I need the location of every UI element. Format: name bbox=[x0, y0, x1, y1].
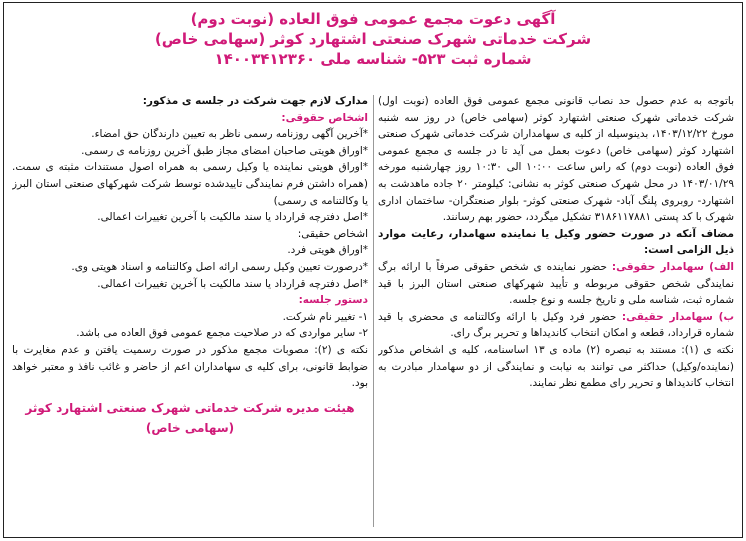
legal-doc-item: *اصل دفترچه قرارداد یا سند مالکیت با آخرین تغییرات اعمالی. bbox=[97, 211, 368, 224]
natural-shareholder-label: ب) سهامدار حقیقی: bbox=[621, 310, 734, 323]
intro-paragraph: باتوجه به عدم حصول حد نصاب قانونی مجمع عمومی فوق العاده (نوبت اول) شرکت خدماتی شهرک صنعتی اشتهارد کوثر (سهامی خاص) در روز سه شنبه مورخ ۱۴۰۳/۱۲/۲۲، بدینوسیله از کلیه ی سهامداران شرکت خدماتی شهرک صنعتی اشتهارد کوثر (سهامی خاص) دعوت بعمل می آید تا در جلسه ی مجمع عمومی فوق العاده (نوبت دوم) که راس ساعت ۱۰:۰۰ الی ۱۰:۳۰ روز چهارشنبه مورخه ۱۴۰۳/۰۱/۲۹ در محل شهرک صنعتی کوثر به نشانی: کیلومتر ۲۰ جاده ماهدشت به اشتهارد- روبروی پلنگ آباد- شهرک صنعتی کوثر- بلوار صنعتگران- ساختمان اداری شهرک با کد پستی ۳۱۸۶۱۱۷۸۸۱ تشکیل میگردد، حضور بهم رسانند. bbox=[378, 95, 734, 224]
left-column bbox=[12, 93, 368, 531]
legal-shareholder-paragraph bbox=[378, 259, 734, 309]
company-name: شرکت خدماتی شهرک صنعتی اشتهارد کوثر (سهامی خاص) bbox=[154, 30, 592, 48]
natural-doc-item: *اوراق هویتی فرد. bbox=[287, 244, 368, 257]
note-2: نکته ی (۲): مصوبات مجمع مذکور در صورت رسمیت یافتن و عدم مغایرت با ضوابط قانونی، برای کلیه ی سهامداران اعم از حاضر و غائب نافذ و معتبر خواهد بود. bbox=[12, 343, 368, 390]
signature-line-1: هیئت مدیره شرکت خدماتی شهرک صنعتی اشتهارد کوثر bbox=[25, 400, 355, 415]
registration-info: شماره ثبت ۵۲۳- شناسه ملی ۱۴۰۰۳۴۱۲۳۶۰ bbox=[214, 50, 532, 68]
agenda-heading: دستور جلسه: bbox=[298, 294, 368, 307]
natural-persons-heading: اشخاص حقیقی: bbox=[297, 227, 368, 240]
agenda-item: ۲- سایر مواردی که در صلاحیت مجمع عمومی فوق العاده می باشد. bbox=[76, 327, 368, 340]
agenda-item: ۱- تغییر نام شرکت. bbox=[282, 310, 368, 323]
legal-doc-item: *آخرین آگهی روزنامه رسمی ناظر به تعیین دارندگان حق امضاء. bbox=[91, 128, 368, 141]
legal-doc-item: *اوراق هویتی صاحبان امضای مجاز طبق آخرین روزنامه ی رسمی. bbox=[81, 144, 368, 157]
right-column bbox=[378, 93, 734, 531]
legal-shareholder-text: حضور نماینده ی شخص حقوقی صرفاً با ارائه برگ نمایندگی شخص حقوقی مربوطه و تأیید شهرکهای صنعتی استان البرز با قید شماره ثبت، شناسه ملی و تاریخ جلسه و نوع جلسه. bbox=[378, 260, 734, 307]
natural-shareholder-text: حضور فرد وکیل با ارائه وکالتنامه ی محضری با قید شماره قرارداد، قطعه و امکان انتخاب کاندیداها و تحریر برگ رای. bbox=[378, 310, 734, 340]
notice-header bbox=[4, 9, 742, 89]
legal-doc-item: *اوراق هویتی نماینده یا وکیل رسمی به همراه اصول مستندات مثبته ی سمت. (همراه داشتن فرم نمایندگی تاییدشده توسط شرکت شهرکهای صنعتی استان البرز یا وکالتنامه ی رسمی) bbox=[12, 161, 368, 207]
natural-shareholder-paragraph bbox=[378, 309, 734, 342]
natural-doc-item: *اصل دفترچه قرارداد یا سند مالکیت با آخرین تغییرات اعمالی. bbox=[97, 277, 368, 290]
legal-persons-heading: اشخاص حقوقی: bbox=[281, 111, 368, 124]
legal-shareholder-label: الف) سهامدار حقوقی: bbox=[611, 260, 734, 273]
natural-doc-item: *درصورت تعیین وکیل رسمی ارائه اصل وکالتنامه و اسناد هویتی وی. bbox=[71, 260, 368, 273]
notice-heading: مضاف آنکه در صورت حضور وکیل یا نماینده سهامدار، رعایت موارد ذیل الزامی است: bbox=[378, 227, 734, 257]
notice-page bbox=[3, 2, 743, 538]
notice-title: آگهی دعوت مجمع عمومی فوق العاده (نوبت دوم) bbox=[190, 10, 556, 28]
note-1: نکته ی (۱): مستند به تبصره (۲) ماده ی ۱۳ اساسنامه، کلیه ی اشخاص مذکور (نماینده/وکیل) حداکثر می توانند به نیابت و نمایندگی از دو سهامدار مبادرت به انتخاب کاندیداها و تحریر رای مطمع نظر نمایند. bbox=[378, 343, 734, 390]
signature-line-2: (سهامی خاص) bbox=[145, 420, 235, 435]
docs-heading: مدارک لازم جهت شرکت در جلسه ی مذکور: bbox=[142, 95, 368, 107]
column-divider bbox=[373, 95, 374, 527]
signature-block bbox=[12, 398, 368, 438]
